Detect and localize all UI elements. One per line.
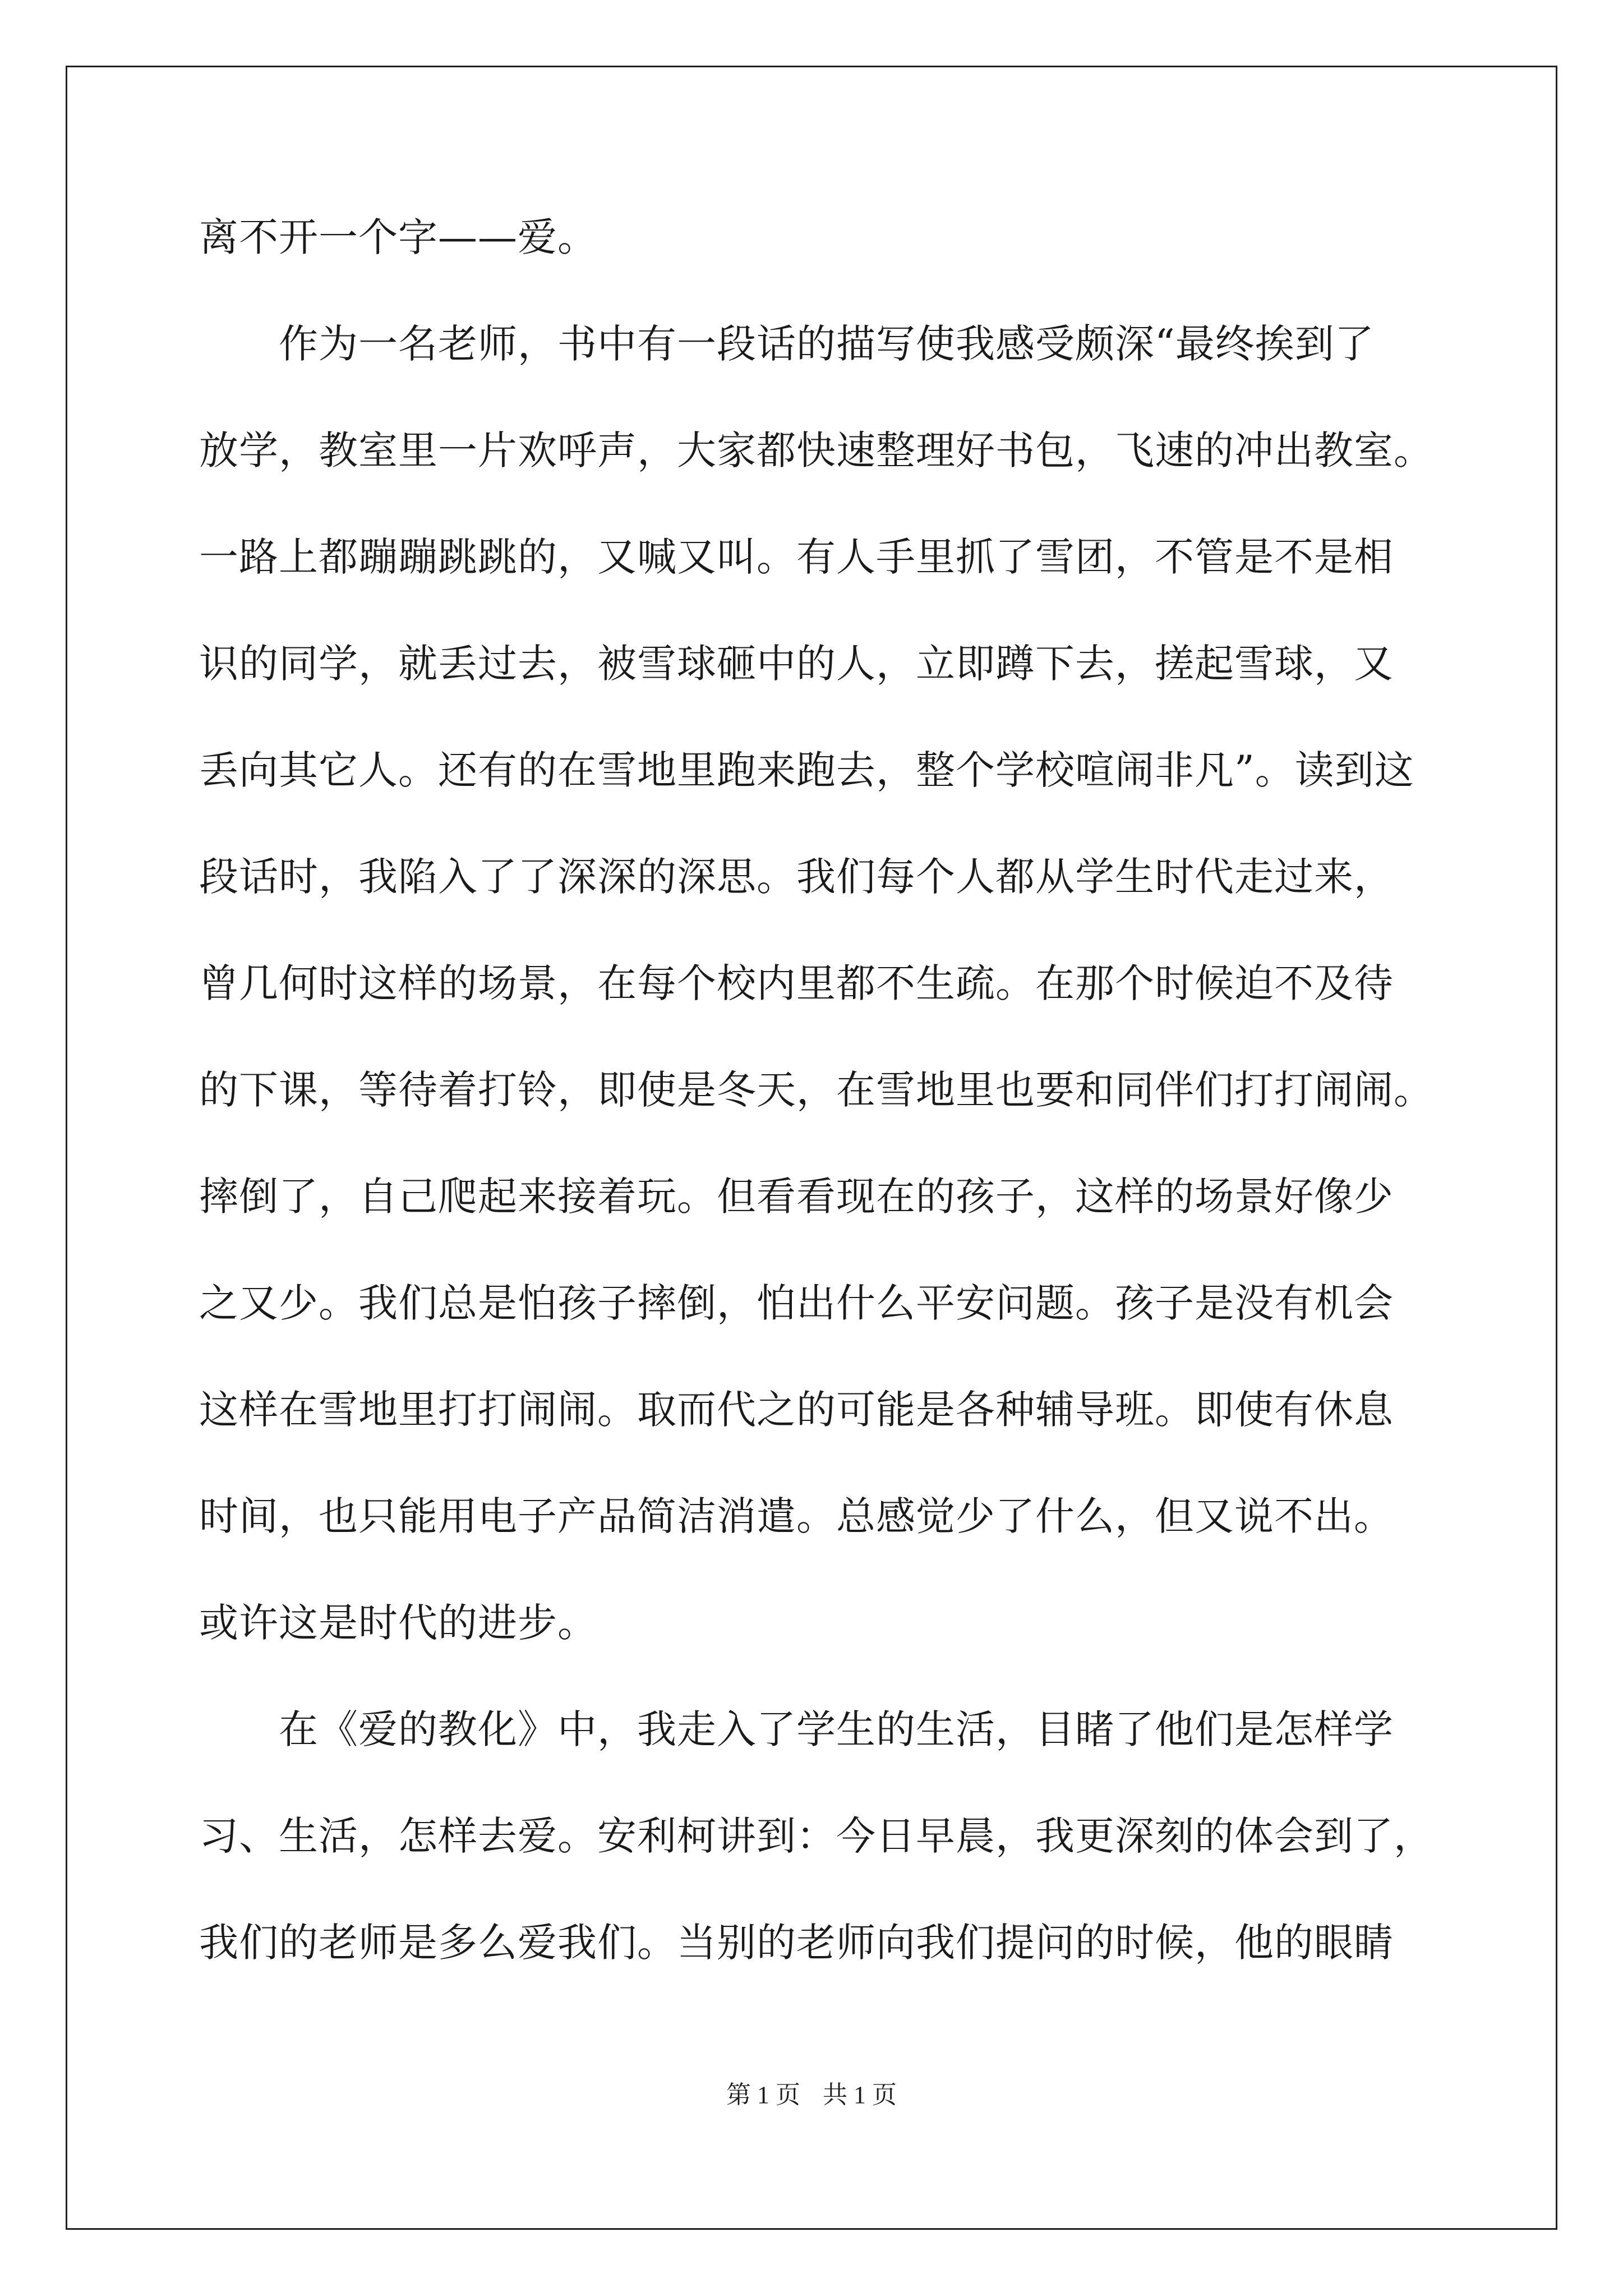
text-line: 一路上都蹦蹦跳跳的，又喊又叫。有人手里抓了雪团，不管是不是相 (199, 534, 1394, 580)
text-line: 之又少。我们总是怕孩子摔倒，怕出什么平安问题。孩子是没有机会 (199, 1280, 1394, 1326)
text-line: 我们的老师是多么爱我们。当别的老师向我们提问的时候，他的眼睛 (199, 1920, 1394, 1966)
text-line: 习、生活，怎样去爱。安利柯讲到：今日早晨，我更深刻的体会到了， (199, 1813, 1433, 1859)
text-line: 时间，也只能用电子产品简洁消遣。总感觉少了什么，但又说不出。 (199, 1493, 1394, 1539)
text-line: 这样在雪地里打打闹闹。取而代之的可能是各种辅导班。即使有休息 (199, 1387, 1394, 1433)
text-line: 作为一名老师，书中有一段话的描写使我感受颇深“最终挨到了 (199, 321, 1375, 367)
text-line: 识的同学，就丢过去，被雪球砸中的人，立即蹲下去，搓起雪球，又 (199, 641, 1394, 687)
text-line: 曾几何时这样的场景，在每个校内里都不生疏。在那个时候迫不及待 (199, 960, 1394, 1006)
page-footer (0, 2078, 1623, 2112)
text-line: 段话时，我陷入了了深深的深思。我们每个人都从学生时代走过来， (199, 854, 1394, 900)
page-number: 第 1 页 (726, 2081, 800, 2109)
text-line: 放学，教室里一片欢呼声，大家都快速整理好书包，飞速的冲出教室。 (199, 427, 1433, 473)
page-total: 共 1 页 (823, 2081, 897, 2109)
text-line: 丢向其它人。还有的在雪地里跑来跑去，整个学校喧闹非凡”。读到这 (199, 747, 1414, 793)
page-border (66, 66, 1557, 2230)
text-line: 在《爱的教化》中，我走入了学生的生活，目睹了他们是怎样学 (199, 1706, 1394, 1752)
text-line: 或许这是时代的进步。 (199, 1600, 597, 1646)
text-line: 的下课，等待着打铃，即使是冬天，在雪地里也要和同伴们打打闹闹。 (199, 1067, 1433, 1113)
text-line: 离不开一个字——爱。 (199, 214, 597, 260)
text-line: 摔倒了，自己爬起来接着玩。但看看现在的孩子，这样的场景好像少 (199, 1174, 1394, 1220)
